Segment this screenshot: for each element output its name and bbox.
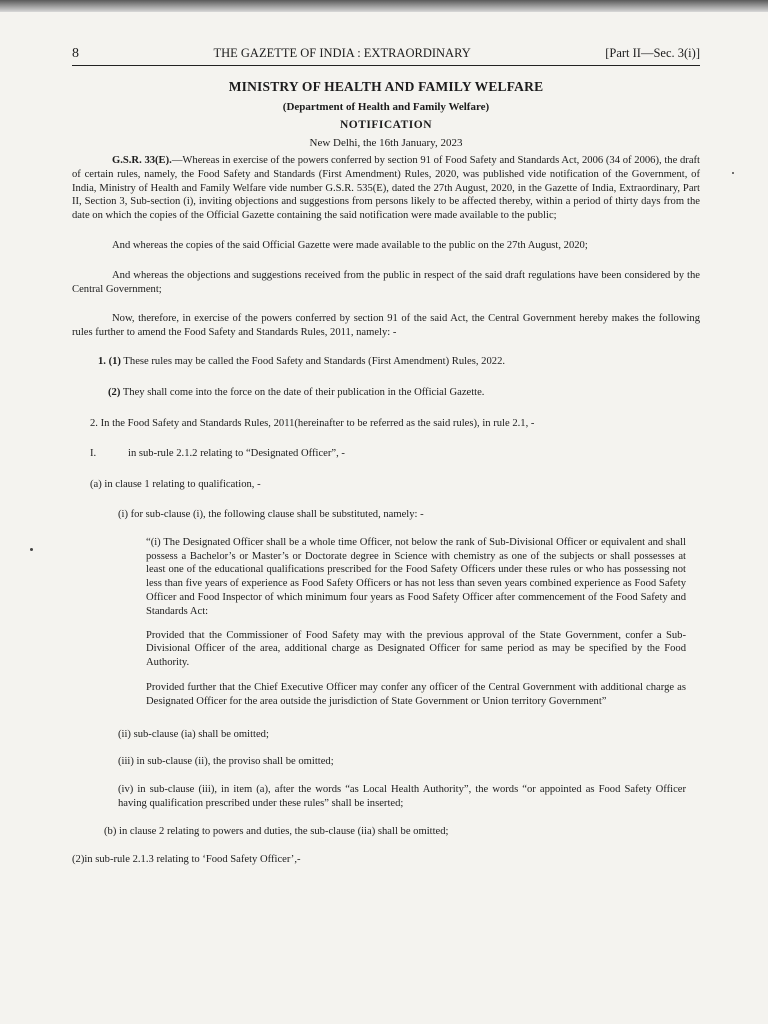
item-I-text: in sub-rule 2.1.2 relating to “Designated Officer”, - [128, 448, 345, 460]
proviso-1: Provided that the Commissioner of Food Safety may with the previous approval of the State Government, confer a Sub-Divisional Officer of the area, additional charge as Designated Officer for same period as may be specified by the Food Authority. [146, 629, 686, 669]
clause-a: (a) in clause 1 relating to qualification, - [90, 479, 261, 491]
rule-1-2 [72, 386, 700, 400]
paragraph-now-therefore: Now, therefore, in exercise of the powers conferred by section 91 of the said Act, the Central Government hereby makes the following rules further to amend the Food Safety and Standards Rules, 2011, namely: - [72, 313, 700, 339]
gazette-header [72, 46, 700, 66]
proviso-2: Provided further that the Chief Executive Officer may confer any officer of the Central Government with additional charge as Designated Officer for the area outside the jurisdiction of State Government or Union territory Government” [146, 681, 686, 707]
ministry-heading: MINISTRY OF HEALTH AND FAMILY WELFARE [228, 79, 544, 94]
page-number: 8 [72, 46, 79, 61]
rule-2: 2. In the Food Safety and Standards Rules, 2011(hereinafter to be referred as the said rules), in rule 2.1, - [90, 417, 535, 429]
part-section: [Part II—Sec. 3(i)] [605, 46, 700, 60]
subrule-2-1-3: (2)in sub-rule 2.1.3 relating to ‘Food Safety Officer’,- [72, 853, 301, 865]
subclause-iv: (iv) in sub-clause (iii), in item (a), after the words “as Local Health Authority”, the words “or appointed as Food Safety Officer having qualification prescribed under these rules” shall be inserted; [118, 784, 686, 809]
notification-heading: NOTIFICATION [339, 119, 433, 131]
paragraph-objections: And whereas the objections and suggestions received from the public in respect of the said draft regulations have been considered by the Central Government; [72, 269, 700, 295]
clause-b: (b) in clause 2 relating to powers and duties, the sub-clause (iia) shall be omitted; [104, 825, 449, 837]
scan-edge [0, 0, 768, 12]
subclause-iii: (iii) in sub-clause (ii), the proviso shall be omitted; [118, 756, 334, 768]
subclause-ii: (ii) sub-clause (ia) shall be omitted; [118, 728, 269, 740]
rule-1-1-number: 1. (1) [98, 355, 121, 367]
item-I-number: I. [90, 448, 97, 460]
scan-speck [732, 172, 734, 174]
subclause-i: (i) for sub-clause (i), the following clause shall be substituted, namely: - [118, 508, 424, 520]
gsr-number: G.S.R. 33(E). [112, 155, 172, 166]
department-heading: (Department of Health and Family Welfare) [282, 101, 490, 113]
rule-1-1-text: These rules may be called the Food Safety and Standards (First Amendment) Rules, 2022. [123, 355, 506, 367]
scan-speck [30, 548, 33, 551]
item-I [72, 447, 700, 461]
rule-1-2-number: (2) [108, 386, 121, 398]
rule-1-2-text: They shall come into the force on the date of their publication in the Official Gazette. [122, 386, 485, 398]
paragraph-copies: And whereas the copies of the said Official Gazette were made available to the public on the 27th August, 2020; [112, 239, 588, 251]
place-date: New Delhi, the 16th January, 2023 [309, 137, 463, 149]
paragraph-gsr [72, 154, 700, 223]
gazette-page [72, 46, 700, 866]
quoted-clause: “(i) The Designated Officer shall be a whole time Officer, not below the rank of Sub-Divisional Officer or equivalent and shall possess a Bachelor’s or Master’s or Doctorate degree in Science with chemistry as one of the subjects or shall possesses at least one of the educational qualifications prescribed for the Food Safety Officers under these rules or who has possessing not less than five years of experience as Food Safety Officers or has not less than seven years combined experience as Food Safety Officer and Food Inspector of which minimum four years as Food Safety Officer after commencement of the Food Safety and Standards Act: [146, 536, 686, 617]
rule-1-1 [72, 355, 700, 369]
gazette-title: THE GAZETTE OF INDIA : EXTRAORDINARY [213, 46, 471, 60]
paragraph-gsr-text: —Whereas in exercise of the powers conferred by section 91 of Food Safety and Standards Act, 2006 (34 of 2006), the draft of certain rules, namely, the Food Safety and Standards (First Amendment) Rules, 2020, was published vide notification of the Government, of India, Ministry of Health and Family Welfare vide number G.S.R. 535(E), dated the 27th August, 2020, in the Gazette of India, Extraordinary, Part II, Section 3, Sub-section (i), inviting objections and suggestions from persons likely to be affected thereby, within a period of thirty days from the date on which the copies of the Official Gazette containing the said notification were made available to the public; [72, 155, 700, 222]
